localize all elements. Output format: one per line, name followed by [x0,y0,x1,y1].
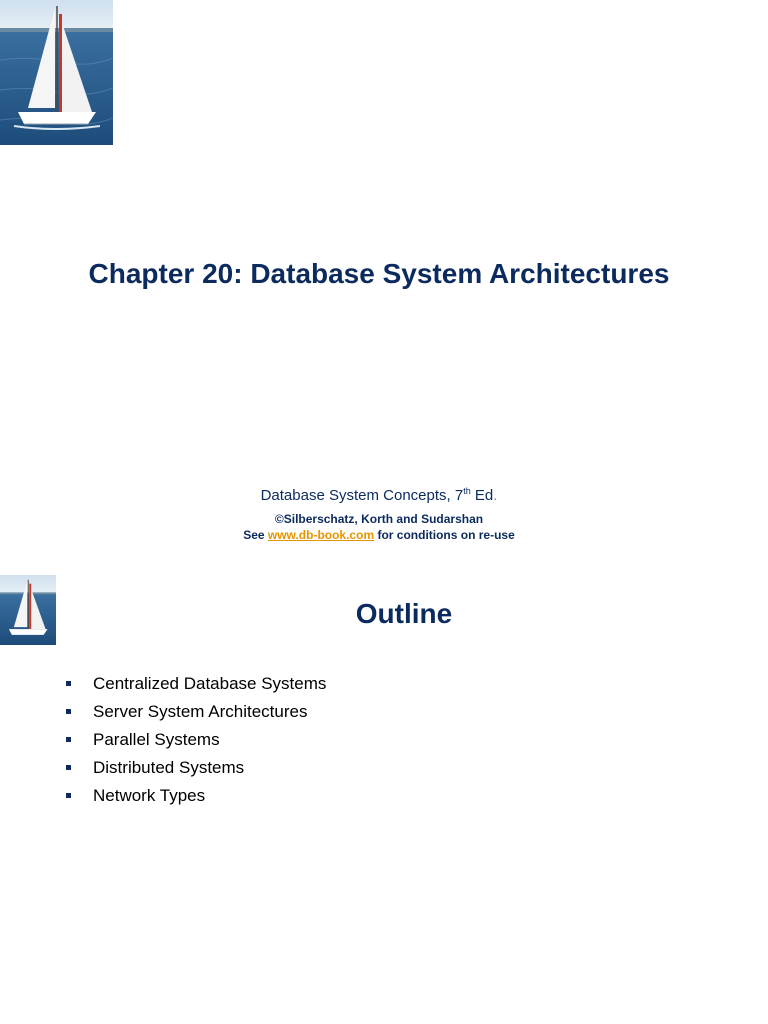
outline-list [66,673,326,813]
book-title-ordinal: th [463,486,471,496]
list-item-text: Network Types [93,786,206,805]
list-item [66,673,326,701]
square-bullet-icon [66,737,71,742]
book-title-period: . [493,487,498,504]
square-bullet-icon [66,765,71,770]
sailboat-photo-icon [0,0,113,145]
list-item [66,785,326,813]
outline-title: Outline [355,598,453,629]
book-title [0,486,758,504]
list-item [66,729,326,757]
square-bullet-icon [66,681,71,686]
list-item-text: Parallel Systems [93,730,220,749]
book-title-main: Database System Concepts, 7 [260,487,464,504]
square-bullet-icon [66,793,71,798]
list-item [66,701,326,729]
reuse-suffix: for conditions on re-use [374,528,515,542]
list-item-text: Distributed Systems [93,758,245,777]
reuse-prefix: See [243,528,268,542]
book-title-edition: Ed [470,487,494,504]
copyright-line: ©Silberschatz, Korth and Sudarshan [274,512,484,526]
chapter-title: Chapter 20: Database System Architectures [88,258,670,289]
reuse-notice [0,528,758,542]
list-item-text: Server System Architectures [93,702,308,721]
list-item [66,757,326,785]
db-book-link[interactable]: www.db-book.com [267,528,375,542]
list-item-text: Centralized Database Systems [93,674,327,693]
square-bullet-icon [66,709,71,714]
